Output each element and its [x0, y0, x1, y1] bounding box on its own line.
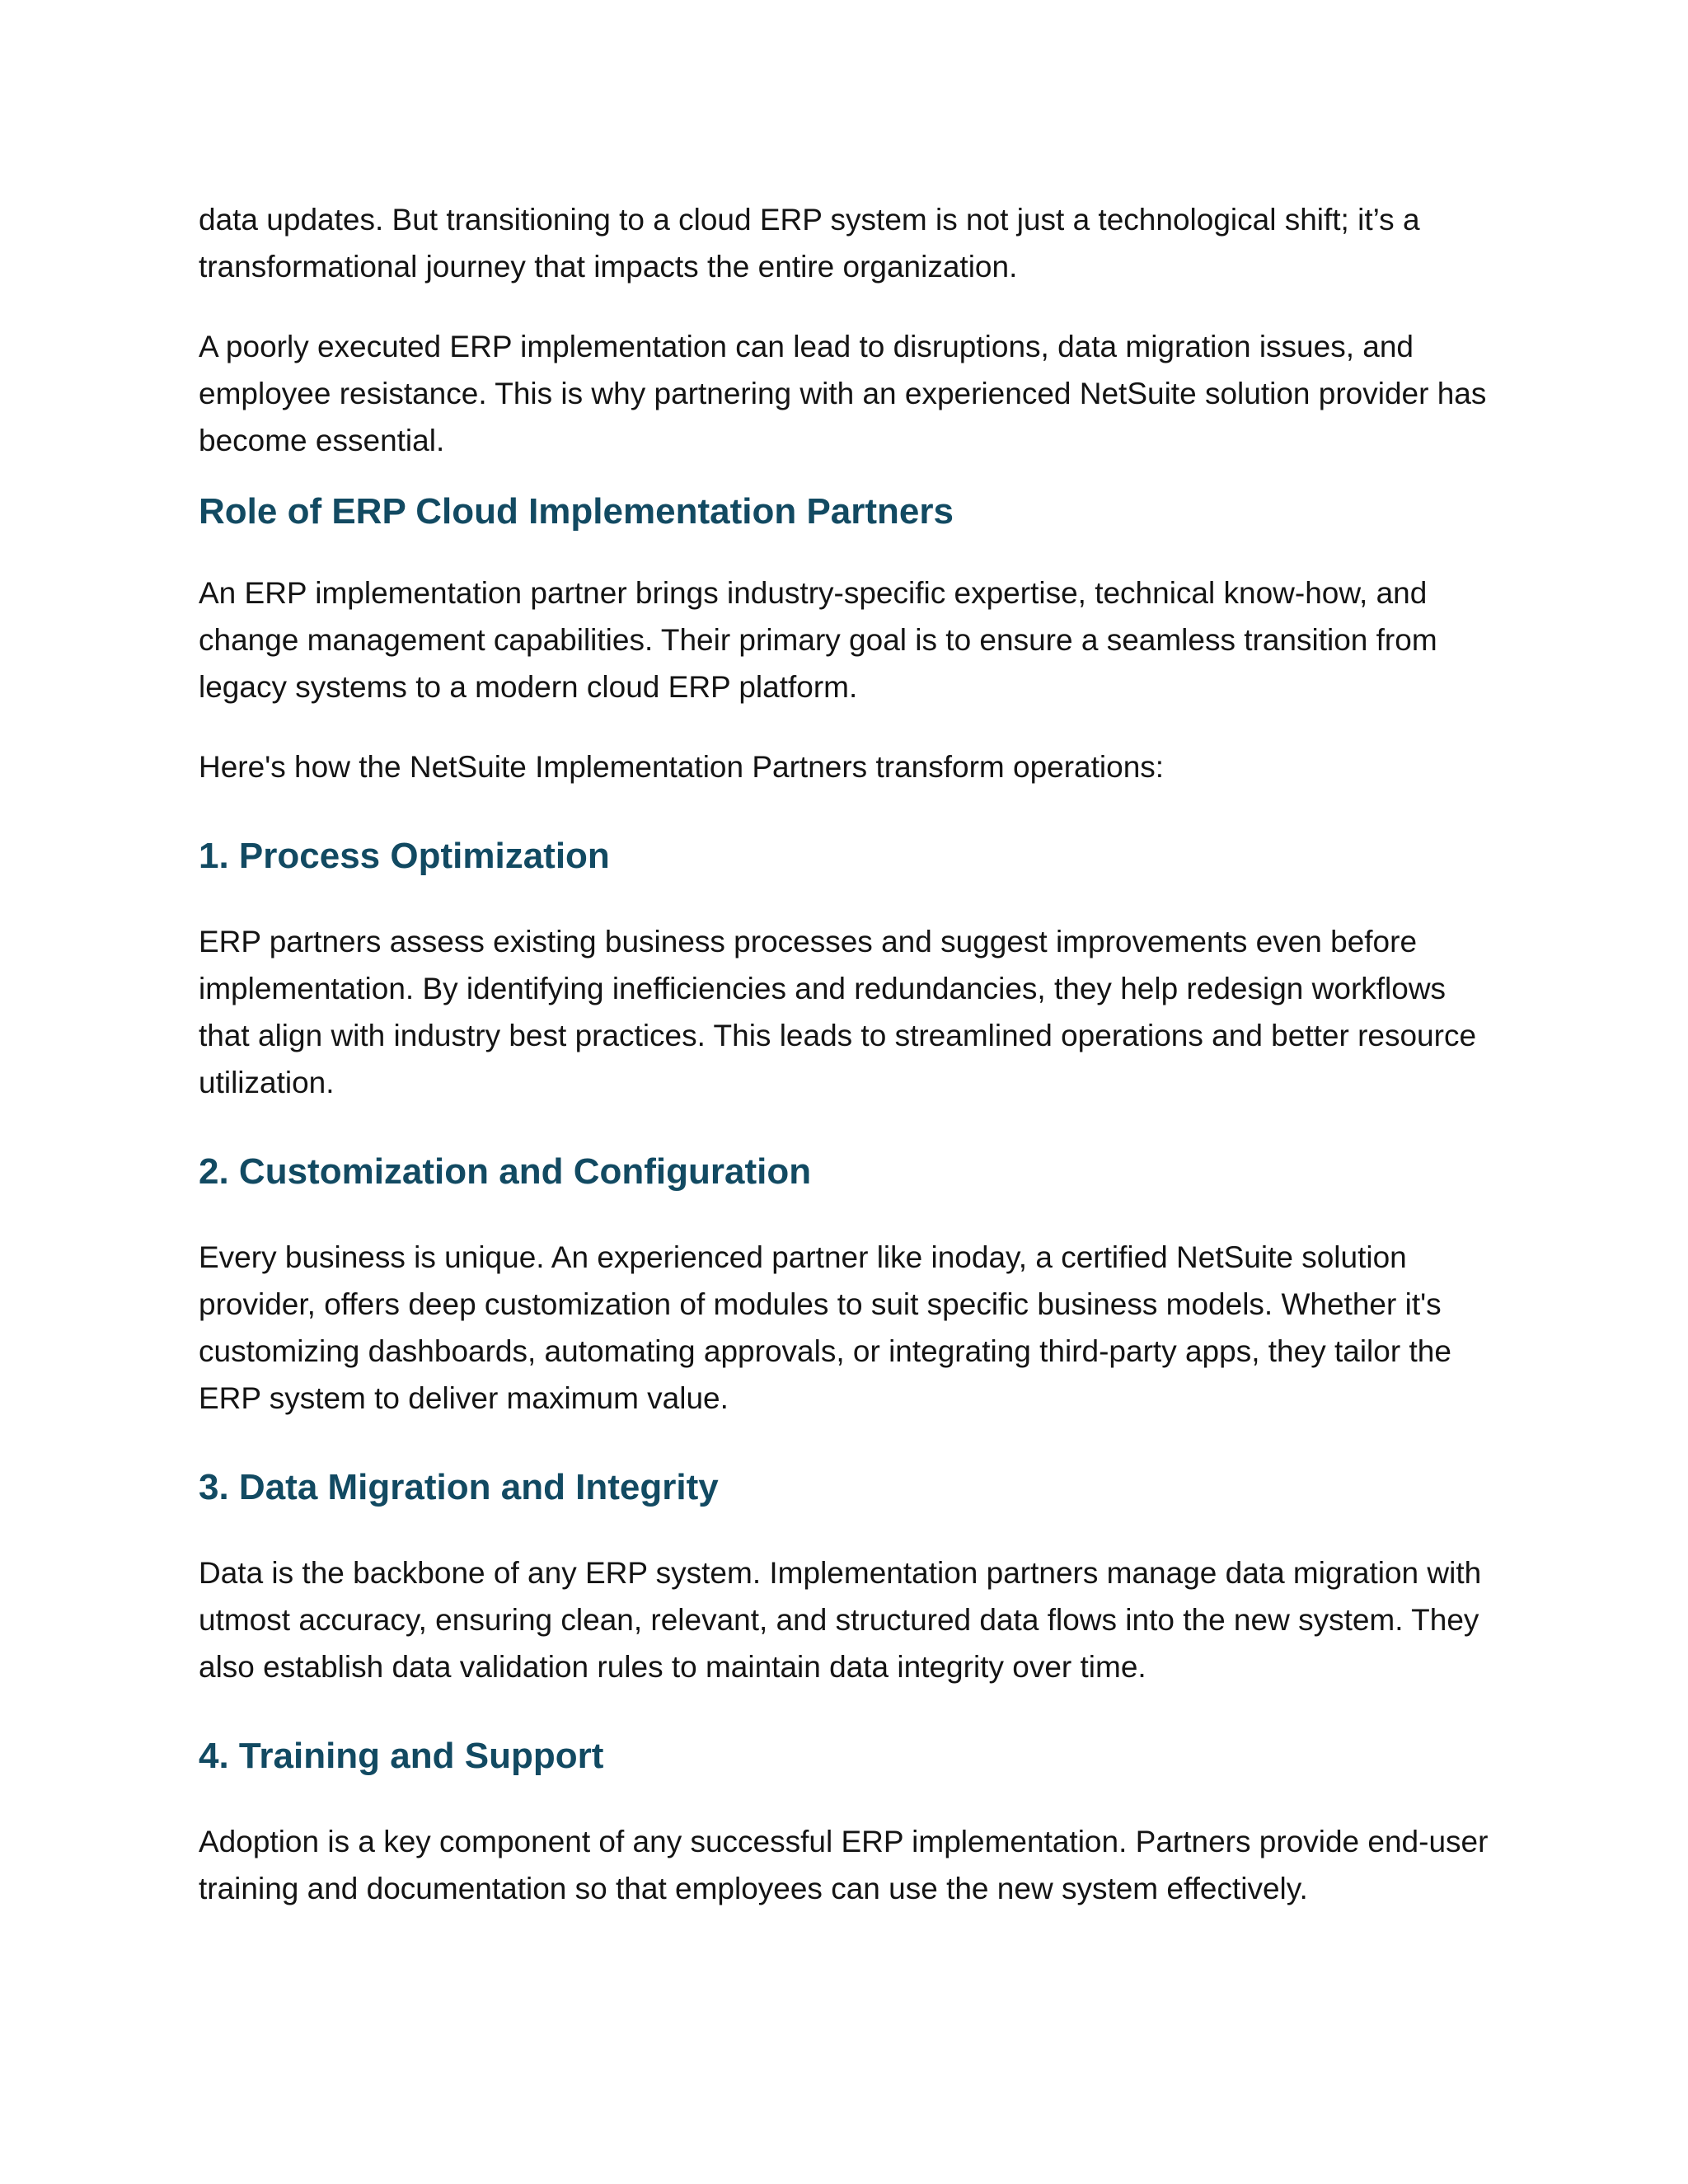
paragraph-partner-expertise: An ERP implementation partner brings industry-specific expertise, technical know-how, and change management capabilities. Their primary goal is to ensure a seamless transition from legacy systems to a modern cloud ERP platform.	[199, 576, 1437, 704]
heading-process-optimization: 1. Process Optimization	[199, 836, 610, 876]
paragraph-how-partners-transform: Here's how the NetSuite Implementation Partners transform operations:	[199, 750, 1165, 784]
paragraph-training-support: Adoption is a key component of any successful ERP implementation. Partners provide end-user training and documentation so that employees can use the new system effectively.	[199, 1825, 1489, 1905]
paragraph-poor-implementation: A poorly executed ERP implementation can lead to disruptions, data migration issues, and employee resistance. This is why partnering with an experienced NetSuite solution provider has become essential.	[199, 330, 1487, 457]
document-body	[199, 196, 1493, 1912]
paragraph-customization: Every business is unique. An experienced partner like inoday, a certified NetSuite solution provider, offers deep customization of modules to suit specific business models. Whether it's customizing dashboards, automating approvals, or integrating third-party apps, they tailor the ERP system to deliver maximum value.	[199, 1240, 1451, 1415]
heading-training-support: 4. Training and Support	[199, 1736, 604, 1776]
heading-customization: 2. Customization and Configuration	[199, 1151, 812, 1192]
heading-data-migration: 3. Data Migration and Integrity	[199, 1467, 719, 1507]
heading-role-of-partners: Role of ERP Cloud Implementation Partners	[199, 491, 954, 532]
paragraph-intro-continued: data updates. But transitioning to a cloud ERP system is not just a technological shift; it’s a transformational journey that impacts the entire organization.	[199, 203, 1420, 284]
paragraph-process-optimization: ERP partners assess existing business processes and suggest improvements even before implementation. By identifying inefficiencies and redundancies, they help redesign workflows that align with industry best practices. This leads to streamlined operations and better resource utilization.	[199, 925, 1477, 1099]
paragraph-data-migration: Data is the backbone of any ERP system. Implementation partners manage data migration with utmost accuracy, ensuring clean, relevant, and structured data flows into the new system. They also establish data validation rules to maintain data integrity over time.	[199, 1556, 1482, 1684]
